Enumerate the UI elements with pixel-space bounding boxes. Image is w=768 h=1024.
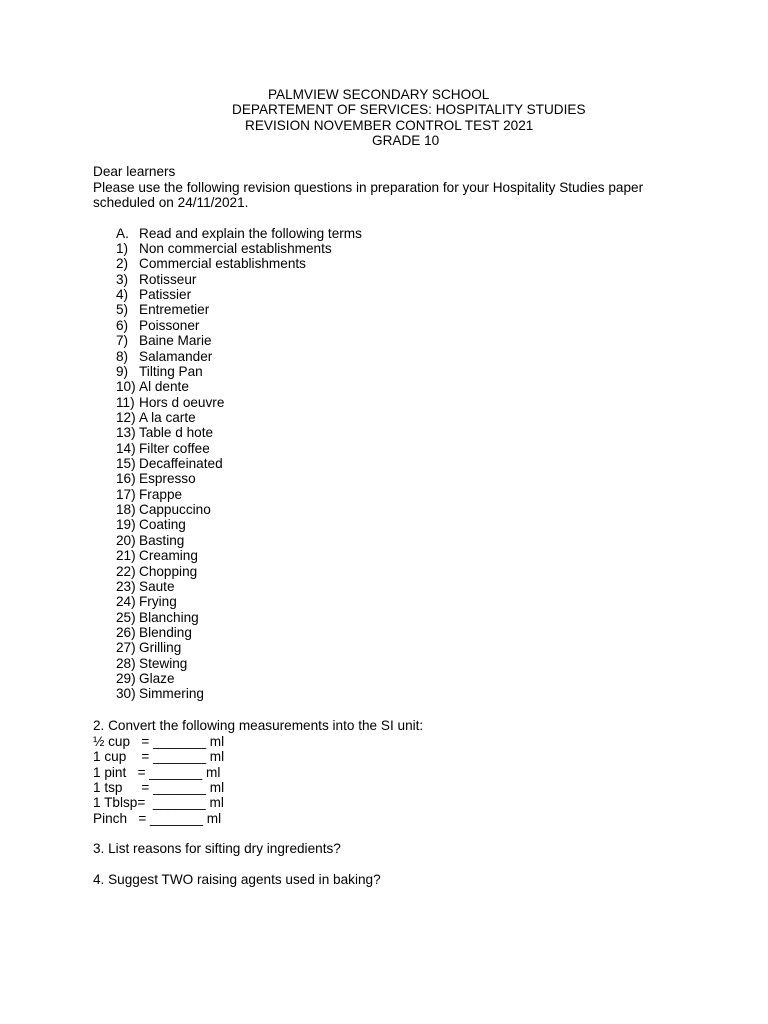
list-item-number: 19) (116, 517, 136, 533)
school-name: PALMVIEW SECONDARY SCHOOL (268, 87, 490, 102)
list-item-number: 13) (116, 425, 136, 441)
list-item-number: 18) (116, 502, 136, 518)
list-item-number: 2) (116, 256, 129, 272)
question-3: 3. List reasons for sifting dry ingredients? (93, 841, 341, 856)
list-item-number: 16) (116, 471, 136, 487)
list-item-number: 28) (116, 655, 136, 671)
list-item-term: Espresso (139, 471, 196, 487)
intro-line-2: scheduled on 24/11/2021. (93, 195, 249, 210)
list-item-term: Simmering (139, 686, 204, 702)
list-item-number: 11) (116, 394, 135, 410)
list-item-term: Grilling (139, 640, 182, 656)
intro-line-1: Please use the following revision questions in preparation for your Hospitality Studies paper (93, 180, 644, 195)
list-item-term: Patissier (139, 287, 192, 303)
list-item-term: Frying (139, 594, 177, 610)
list-item-term: Saute (139, 578, 175, 594)
list-item-number: 23) (116, 578, 136, 594)
list-item-term: Coating (139, 517, 186, 533)
list-item-term: Poissoner (139, 317, 200, 333)
list-item-number: 20) (116, 532, 136, 548)
question-2-heading: 2. Convert the following measurements into the SI unit: (93, 718, 424, 733)
list-item-term: Basting (139, 532, 185, 548)
list-item-number: 22) (116, 563, 136, 579)
list-item-number: 4) (116, 287, 129, 303)
measurement-row: Pinch = _______ ml (93, 810, 222, 826)
list-item-term: Salamander (139, 348, 213, 364)
list-item-term: Chopping (139, 563, 198, 579)
list-item-number: 8) (116, 348, 129, 364)
list-item-term: Stewing (139, 655, 188, 671)
list-item-term: Entremetier (139, 302, 210, 318)
measurement-row: 1 Tblsp= _______ ml (93, 795, 224, 811)
list-item-number: 14) (116, 440, 136, 456)
list-item-term: Glaze (139, 671, 175, 687)
list-item-number: 25) (116, 609, 136, 625)
list-item-term: Tilting Pan (139, 363, 203, 379)
list-item-term: Commercial establishments (139, 256, 306, 272)
list-item-term: Blanching (139, 609, 199, 625)
question-4: 4. Suggest TWO raising agents used in baking? (93, 872, 381, 887)
list-item-term: Cappuccino (139, 502, 211, 518)
list-item-number: 7) (116, 333, 129, 349)
list-item-term: Blending (139, 625, 192, 640)
list-item-number: 12) (116, 409, 136, 425)
list-item-number: 1) (116, 241, 129, 256)
list-item-number: 27) (116, 640, 136, 656)
grade-label: GRADE 10 (372, 133, 440, 148)
test-title: REVISION NOVEMBER CONTROL TEST 2021 (245, 118, 534, 133)
list-item-term: Rotisseur (139, 271, 197, 287)
terms-list (116, 241, 436, 706)
list-item-term: Filter coffee (139, 440, 210, 456)
section-a-heading-text: Read and explain the following terms (139, 226, 362, 241)
list-item-term: Decaffeinated (139, 456, 223, 472)
measurement-list (93, 734, 293, 829)
list-item-term: A la carte (139, 409, 196, 425)
list-item-term: Creaming (139, 548, 198, 564)
list-item-number: 29) (116, 671, 136, 687)
list-item-term: Table d hote (139, 425, 214, 441)
list-item-number: 9) (116, 363, 129, 379)
list-item-number: 10) (116, 379, 136, 395)
list-item-term: Non commercial establishments (139, 241, 332, 256)
list-item-number: 15) (116, 456, 136, 472)
list-item-term: Baine Marie (139, 333, 212, 349)
list-item-number: 30) (116, 686, 136, 702)
list-item-number: 26) (116, 625, 136, 640)
list-item-term: Frappe (139, 486, 183, 502)
list-item-number: 21) (116, 548, 136, 564)
department-title: DEPARTEMENT OF SERVICES: HOSPITALITY STUDIES (232, 102, 586, 117)
measurement-row: 1 pint = _______ ml (93, 764, 221, 780)
measurement-row: 1 cup = _______ ml (93, 749, 225, 765)
list-item-number: 17) (116, 486, 136, 502)
list-item-number: 6) (116, 317, 129, 333)
list-item-number: 3) (116, 271, 129, 287)
list-item-term: Hors d oeuvre (139, 394, 225, 410)
section-a-marker: A. (116, 226, 129, 241)
list-item-term: Al dente (139, 379, 189, 395)
measurement-row: 1 tsp = _______ ml (93, 780, 225, 796)
list-item-number: 24) (116, 594, 136, 610)
list-item-number: 5) (116, 302, 129, 318)
greeting: Dear learners (93, 164, 176, 179)
measurement-row: ½ cup = _______ ml (93, 734, 225, 749)
